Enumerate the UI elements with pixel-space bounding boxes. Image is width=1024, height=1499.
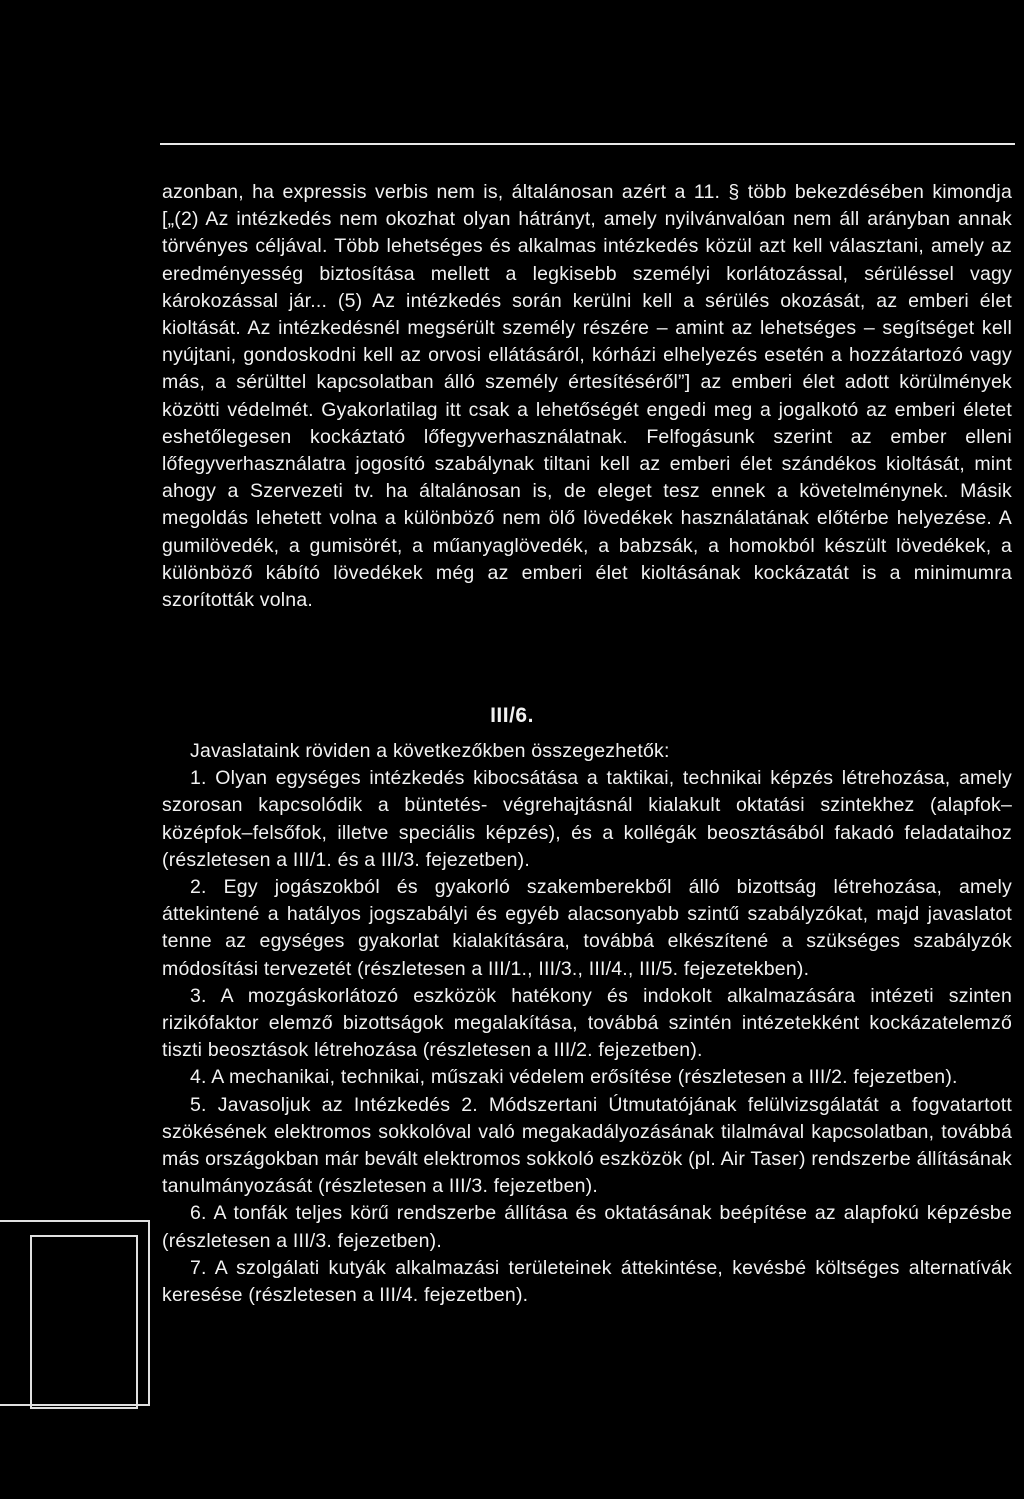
proposals-intro: Javaslataink röviden a következőkben összegezhetők: [190, 740, 670, 762]
proposal-item-2: 2. Egy jogászokból és gyakorló szakemberekből álló bizottság létrehozása, amely áttekintené a hatályos jogszabályi és egyéb alacsonyabb szintű szabályzókat, majd javaslatot tenne az egységes gyakorlat kialakítására, továbbá elkészítené a szükséges szabályzók módosítási tervezetét (részletesen a III/1., III/3., III/4., III/5. fejezetekben). [162, 876, 1012, 980]
proposal-item-6: 6. A tonfák teljes körű rendszerbe állítása és oktatásának beépítése az alapfokú képzésbe (részletesen a III/3. fejezetben). [162, 1202, 1012, 1252]
top-horizontal-rule [160, 143, 1015, 145]
proposal-item-5: 5. Javasoljuk az Intézkedés 2. Módszertani Útmutatójának felülvizsgálatát a fogvatartott szökésének elektromos sokkolóval való megakadályozásának tilalmával kapcsolatban, továbbá más országokban már bevált elektromos sokkoló eszközök (pl. Air Taser) rendszerbe állításának tanulmányozását (részletesen a III/3. fejezetben). [162, 1093, 1012, 1198]
proposal-item-7: 7. A szolgálati kutyák alkalmazási területeinek áttekintése, kevésbé költséges alternatívák keresése (részletesen a III/4. fejezetben). [162, 1256, 1012, 1307]
proposal-item-1: 1. Olyan egységes intézkedés kibocsátása a taktikai, technikai képzés létrehozása, amely szorosan kapcsolódik a büntetés- végrehajtásnál kialakult oktatási szintekhez (alapfok–középfok–felsőfok, illetve speciális képzés), és a kollégák beosztásából fakadó feladataihoz (részletesen a III/1. és a III/3. fejezetben). [162, 767, 1012, 871]
main-paragraph-block [162, 179, 1012, 614]
proposal-item-3: 3. A mozgáskorlátozó eszközök hatékony és indokolt alkalmazására intézeti szinten rizikófaktor elemző bizottságok megalakítása, továbbá szintén intézetekként kockázatelemző tiszti beosztások létrehozása (részletesen a III/2. fejezetben). [162, 984, 1012, 1062]
margin-frame-inner [30, 1235, 138, 1409]
proposals-list [162, 738, 1012, 1309]
section-heading: III/6. [490, 704, 534, 727]
proposal-item-4: 4. A mechanikai, technikai, műszaki védelem erősítése (részletesen a III/2. fejezetben). [190, 1066, 958, 1089]
main-paragraph: azonban, ha expressis verbis nem is, általánosan azért a 11. § több bekezdésében kimondja [„(2) Az intézkedés nem okozhat olyan hátrányt, amely nyilvánvalóan nem áll arányban annak törvényes céljával. Több lehetséges és alkalmas intézkedés közül azt kell választani, amely az eredményesség biztosítása mellett a legkisebb személyi korlátozással, sérüléssel vagy károkozással jár... (5) Az intézkedés során kerülni kell a sérülés okozását, az emberi élet kioltását. Az intézkedésnél megsérült személy részére – amint az lehetséges – segítséget kell nyújtani, gondoskodni kell az orvosi ellátásáról, kórházi elhelyezés esetén a hozzátartozó vagy más, a sérülttel kapcsolatban álló személy értesítéséről”] az emberi élet adott körülmények közötti védelmét. Gyakorlatilag itt csak a lehetőségét engedi meg a jogalkotó az emberi életet eshetőlegesen kockáztató lőfegyverhasználatnak. Felfogásunk szerint az ember elleni lőfegyverhasználatra jogosító szabálynak tiltani kell az emberi élet szándékos kioltását, mint ahogy a Szervezeti tv. ha általánosan is, de eleget tesz ennek a követelménynek. Másik megoldás lehetett volna a különböző nem ölő lövedékek használatának előtérbe helyezése. A gumilövedék, a gumisörét, a műanyaglövedék, a babzsák, a homokból készült lövedékek, a különböző kábító lövedékek még az emberi élet kioltásának kockázatát is a minimumra szorították volna. [162, 181, 1012, 612]
